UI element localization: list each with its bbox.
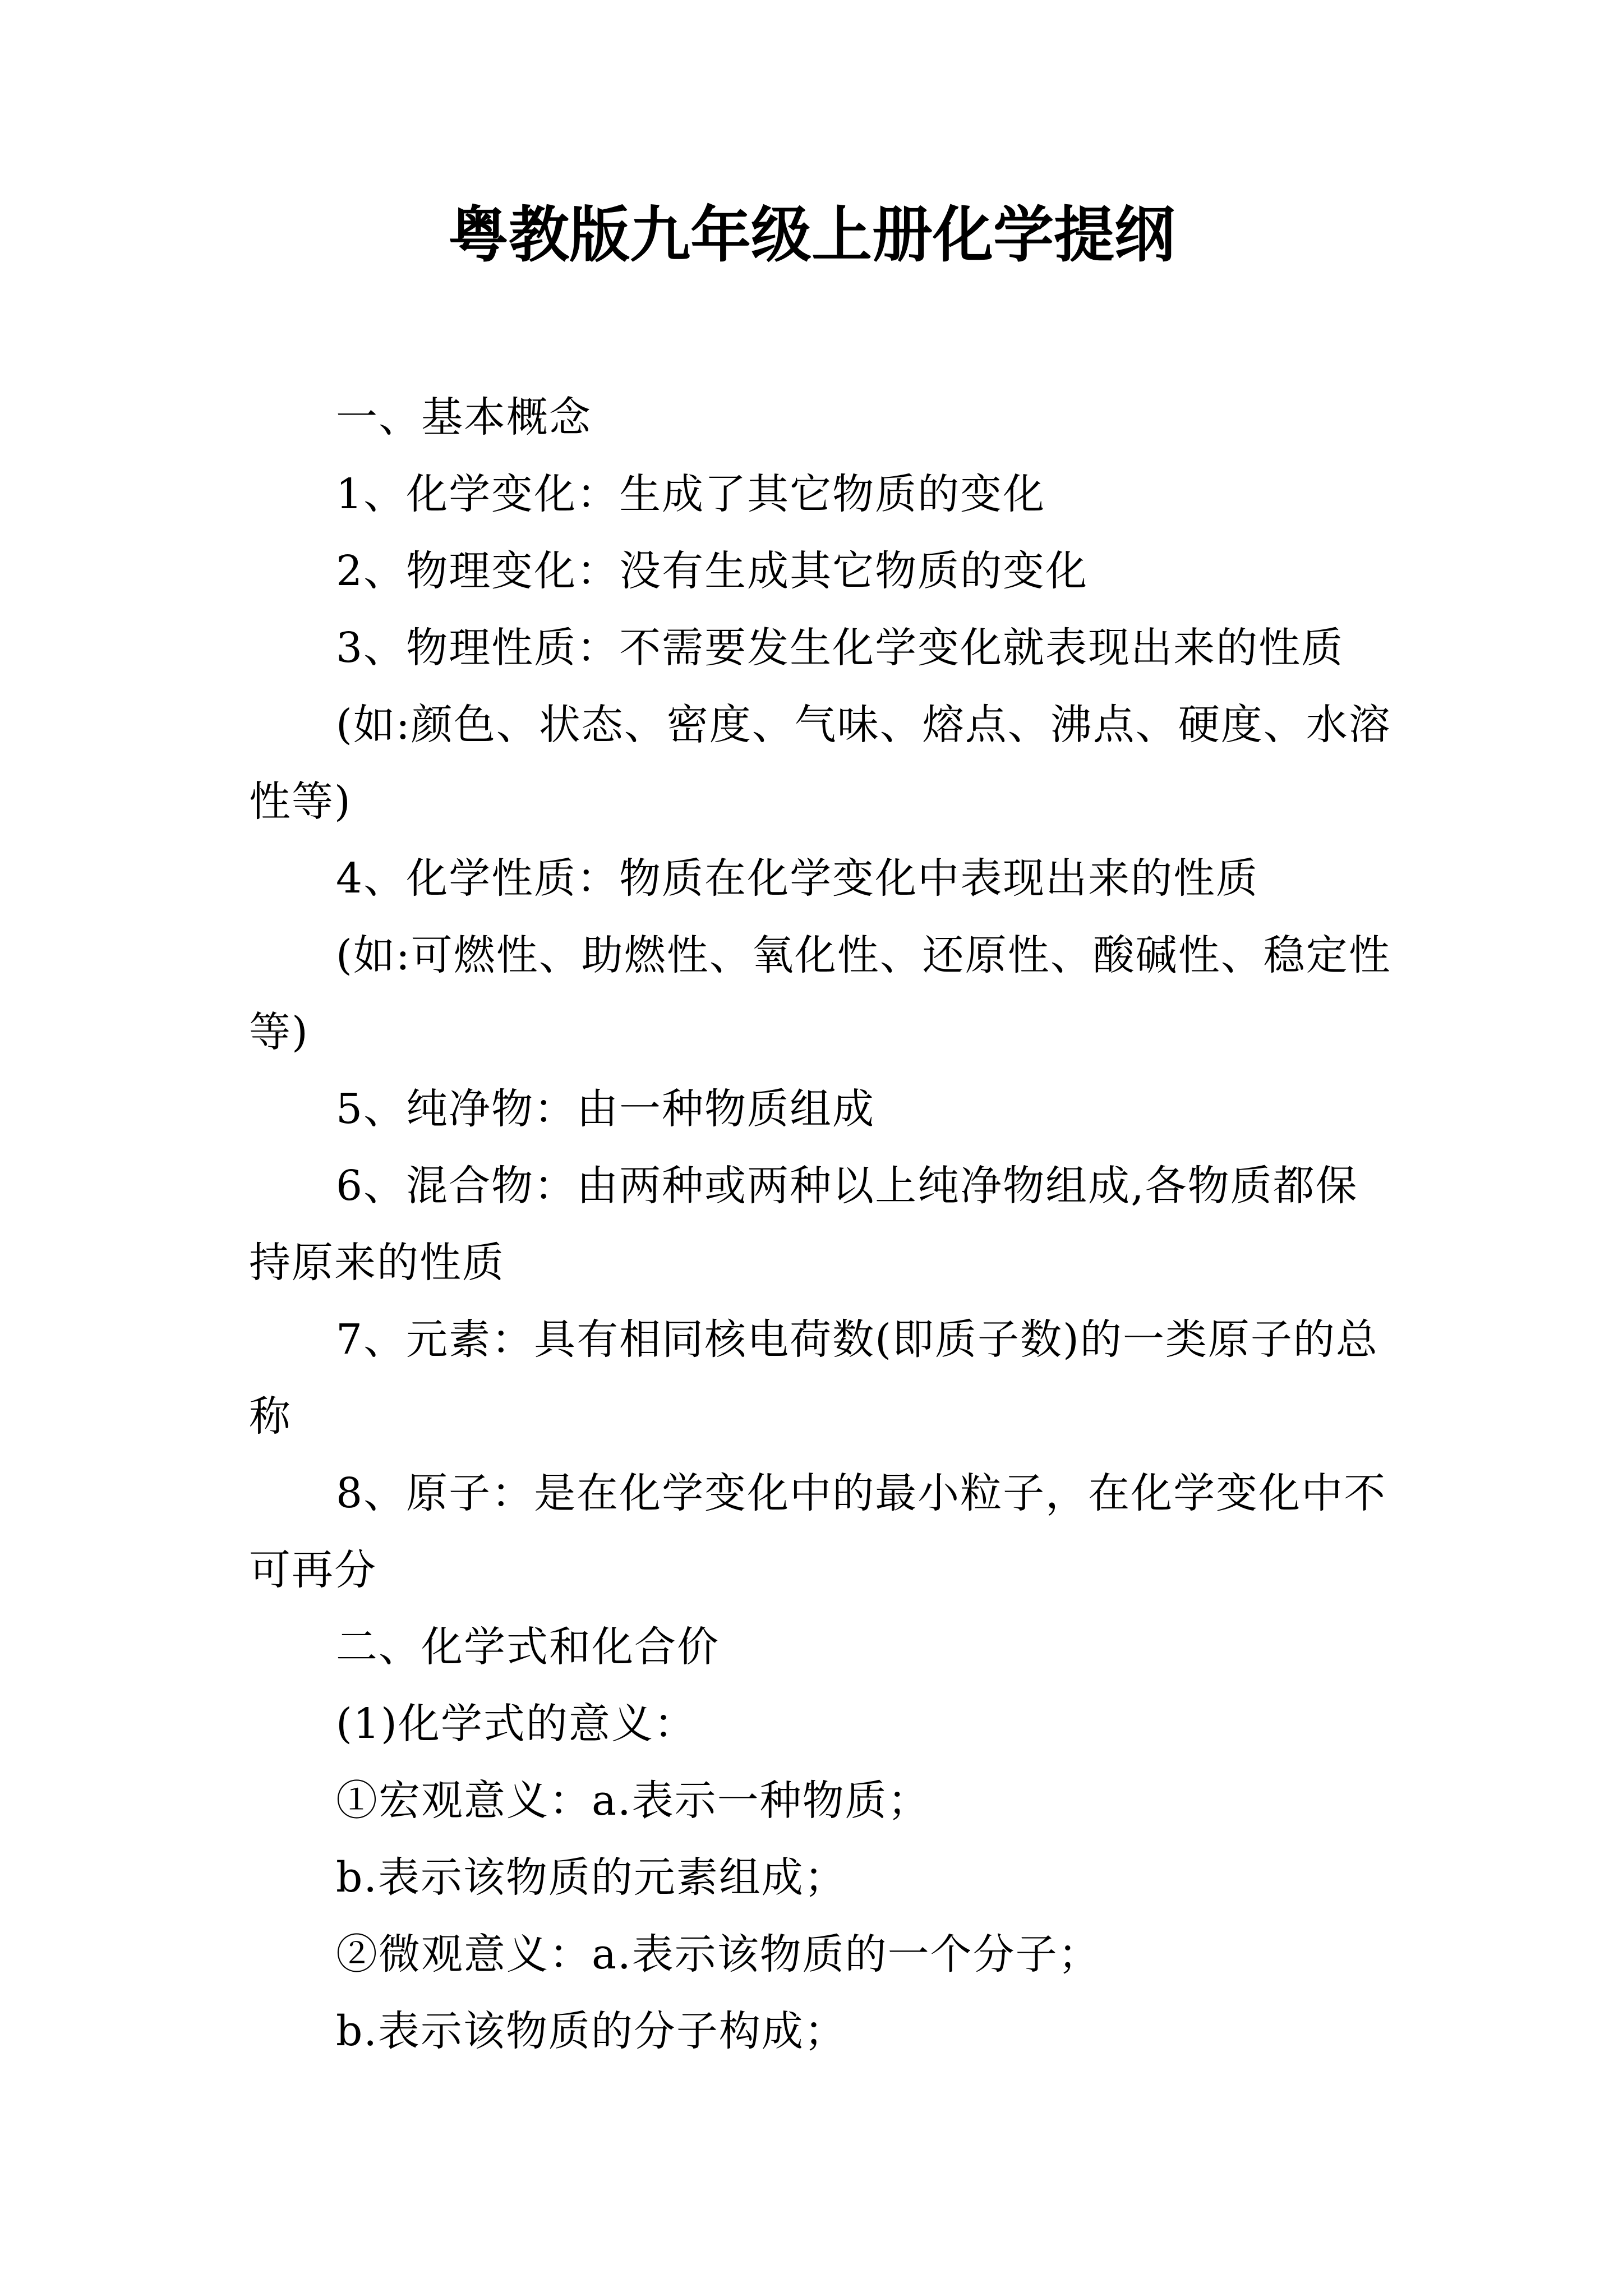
section-heading-formula-valence: 二、化学式和化合价 [336,1623,720,1671]
paragraph-chemical-property: 4、化学性质：物质在化学变化中表现出来的性质 [336,854,1259,903]
paragraph-micro-meaning-b: b.表示该物质的分子构成； [336,2007,847,2055]
section-heading-basic-concepts: 一、基本概念 [336,393,592,441]
paragraph-formula-meaning: (1)化学式的意义： [336,1700,697,1748]
paragraph-chemical-change: 1、化学变化：生成了其它物质的变化 [336,470,1046,518]
paragraph-physical-property-examples: (如:颜色、状态、密度、气味、熔点、沸点、硬度、水溶性等) [249,701,1391,826]
paragraph-physical-change: 2、物理变化：没有生成其它物质的变化 [336,547,1089,595]
paragraph-physical-property: 3、物理性质：不需要发生化学变化就表现出来的性质 [336,624,1344,672]
paragraph-pure-substance: 5、纯净物：由一种物质组成 [336,1085,875,1133]
paragraph-element: 7、元素：具有相同核电荷数(即质子数)的一类原子的总称 [249,1315,1378,1441]
paragraph-atom: 8、原子：是在化学变化中的最小粒子，在化学变化中不可再分 [249,1469,1387,1594]
document-title: 粤教版九年级上册化学提纲 [448,200,1175,270]
paragraph-macro-meaning-b: b.表示该物质的元素组成； [336,1853,847,1902]
document-body [249,379,1393,2070]
paragraph-micro-meaning-a: ②微观意义：a.表示该物质的一个分子； [336,1930,1101,1978]
paragraph-macro-meaning-a: ①宏观意义：a.表示一种物质； [336,1777,930,1825]
paragraph-mixture: 6、混合物：由两种或两种以上纯净物组成,各物质都保持原来的性质 [249,1162,1358,1287]
paragraph-chemical-property-examples: (如:可燃性、助燃性、氧化性、还原性、酸碱性、稳定性等) [249,931,1391,1056]
